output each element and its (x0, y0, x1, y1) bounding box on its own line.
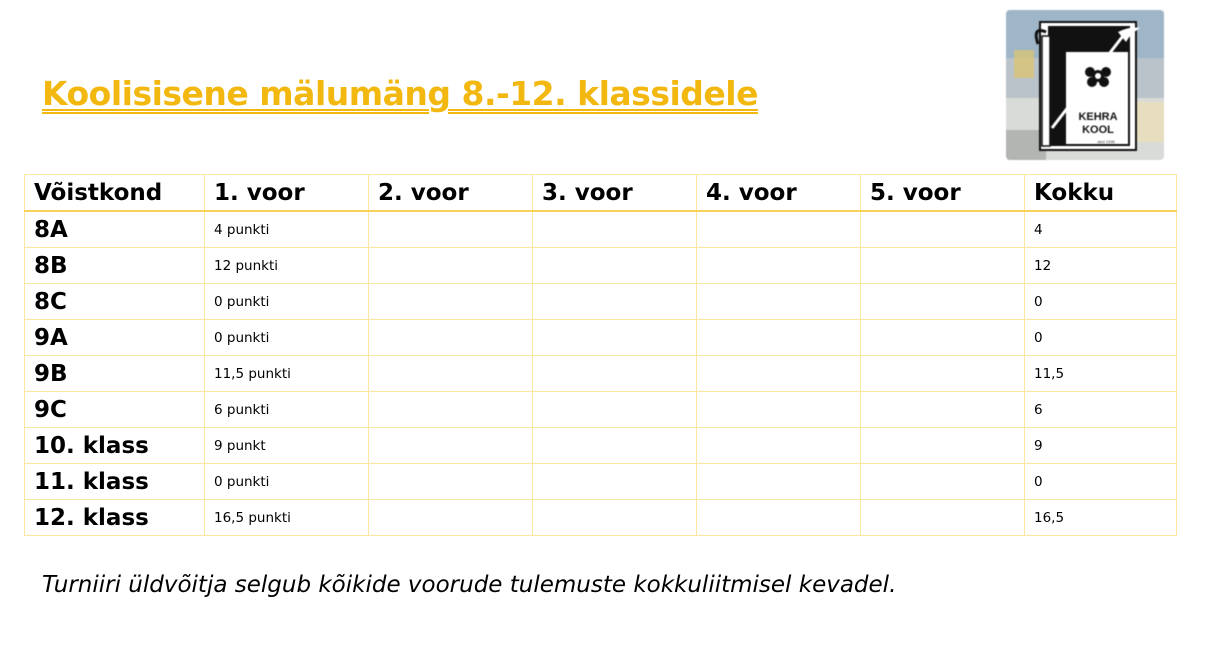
round-2-score (369, 356, 533, 392)
round-5-score (861, 284, 1025, 320)
table-row (25, 428, 1177, 464)
round-2-score (369, 211, 533, 248)
round-2-score (369, 284, 533, 320)
total-score: 11,5 (1025, 356, 1177, 392)
table-row (25, 356, 1177, 392)
round-1-score: 9 punkt (205, 428, 369, 464)
header-round-4: 4. voor (697, 175, 861, 212)
total-score: 16,5 (1025, 500, 1177, 536)
round-1-score: 12 punkti (205, 248, 369, 284)
table-row (25, 248, 1177, 284)
table-header-row (25, 175, 1177, 212)
team-name: 9C (25, 392, 205, 428)
round-4-score (697, 500, 861, 536)
round-1-score: 4 punkti (205, 211, 369, 248)
team-name: 12. klass (25, 500, 205, 536)
header-round-3: 3. voor (533, 175, 697, 212)
page-title: Koolisisene mälumäng 8.-12. klassidele (42, 74, 758, 113)
round-2-score (369, 464, 533, 500)
table-row (25, 392, 1177, 428)
logo-text-2: KOOL (1082, 124, 1114, 136)
round-4-score (697, 392, 861, 428)
round-5-score (861, 248, 1025, 284)
school-logo (1006, 10, 1164, 160)
round-3-score (533, 428, 697, 464)
table-row (25, 284, 1177, 320)
round-5-score (861, 211, 1025, 248)
table-row (25, 320, 1177, 356)
round-3-score (533, 500, 697, 536)
header-round-1: 1. voor (205, 175, 369, 212)
round-4-score (697, 320, 861, 356)
header-round-5: 5. voor (861, 175, 1025, 212)
round-4-score (697, 284, 861, 320)
table-row (25, 500, 1177, 536)
team-name: 9A (25, 320, 205, 356)
round-2-score (369, 500, 533, 536)
round-4-score (697, 356, 861, 392)
round-5-score (861, 356, 1025, 392)
team-name: 11. klass (25, 464, 205, 500)
total-score: 0 (1025, 284, 1177, 320)
school-emblem-icon (1006, 10, 1164, 160)
round-3-score (533, 392, 697, 428)
team-name: 9B (25, 356, 205, 392)
round-2-score (369, 428, 533, 464)
round-5-score (861, 500, 1025, 536)
round-1-score: 6 punkti (205, 392, 369, 428)
round-4-score (697, 428, 861, 464)
round-3-score (533, 284, 697, 320)
round-2-score (369, 320, 533, 356)
round-3-score (533, 248, 697, 284)
round-3-score (533, 356, 697, 392)
logo-text-1: KEHRA (1078, 111, 1118, 123)
total-score: 9 (1025, 428, 1177, 464)
header-round-2: 2. voor (369, 175, 533, 212)
round-3-score (533, 320, 697, 356)
round-5-score (861, 320, 1025, 356)
team-name: 8B (25, 248, 205, 284)
round-5-score (861, 464, 1025, 500)
table-row (25, 211, 1177, 248)
round-3-score (533, 211, 697, 248)
header-total: Kokku (1025, 175, 1177, 212)
round-2-score (369, 392, 533, 428)
footer-note: Turniiri üldvõitja selgub kõikide voorude tulemuste kokkuliitmisel kevadel. (42, 572, 897, 598)
round-1-score: 0 punkti (205, 464, 369, 500)
round-5-score (861, 392, 1025, 428)
total-score: 0 (1025, 464, 1177, 500)
total-score: 4 (1025, 211, 1177, 248)
total-score: 6 (1025, 392, 1177, 428)
round-4-score (697, 464, 861, 500)
round-1-score: 11,5 punkti (205, 356, 369, 392)
round-2-score (369, 248, 533, 284)
header-team: Võistkond (25, 175, 205, 212)
table-row (25, 464, 1177, 500)
results-table (24, 174, 1177, 536)
round-1-score: 0 punkti (205, 284, 369, 320)
total-score: 12 (1025, 248, 1177, 284)
total-score: 0 (1025, 320, 1177, 356)
team-name: 10. klass (25, 428, 205, 464)
logo-small-text: asut 1936 (1097, 139, 1115, 144)
round-1-score: 0 punkti (205, 320, 369, 356)
round-4-score (697, 211, 861, 248)
round-4-score (697, 248, 861, 284)
round-3-score (533, 464, 697, 500)
team-name: 8C (25, 284, 205, 320)
round-1-score: 16,5 punkti (205, 500, 369, 536)
round-5-score (861, 428, 1025, 464)
team-name: 8A (25, 211, 205, 248)
